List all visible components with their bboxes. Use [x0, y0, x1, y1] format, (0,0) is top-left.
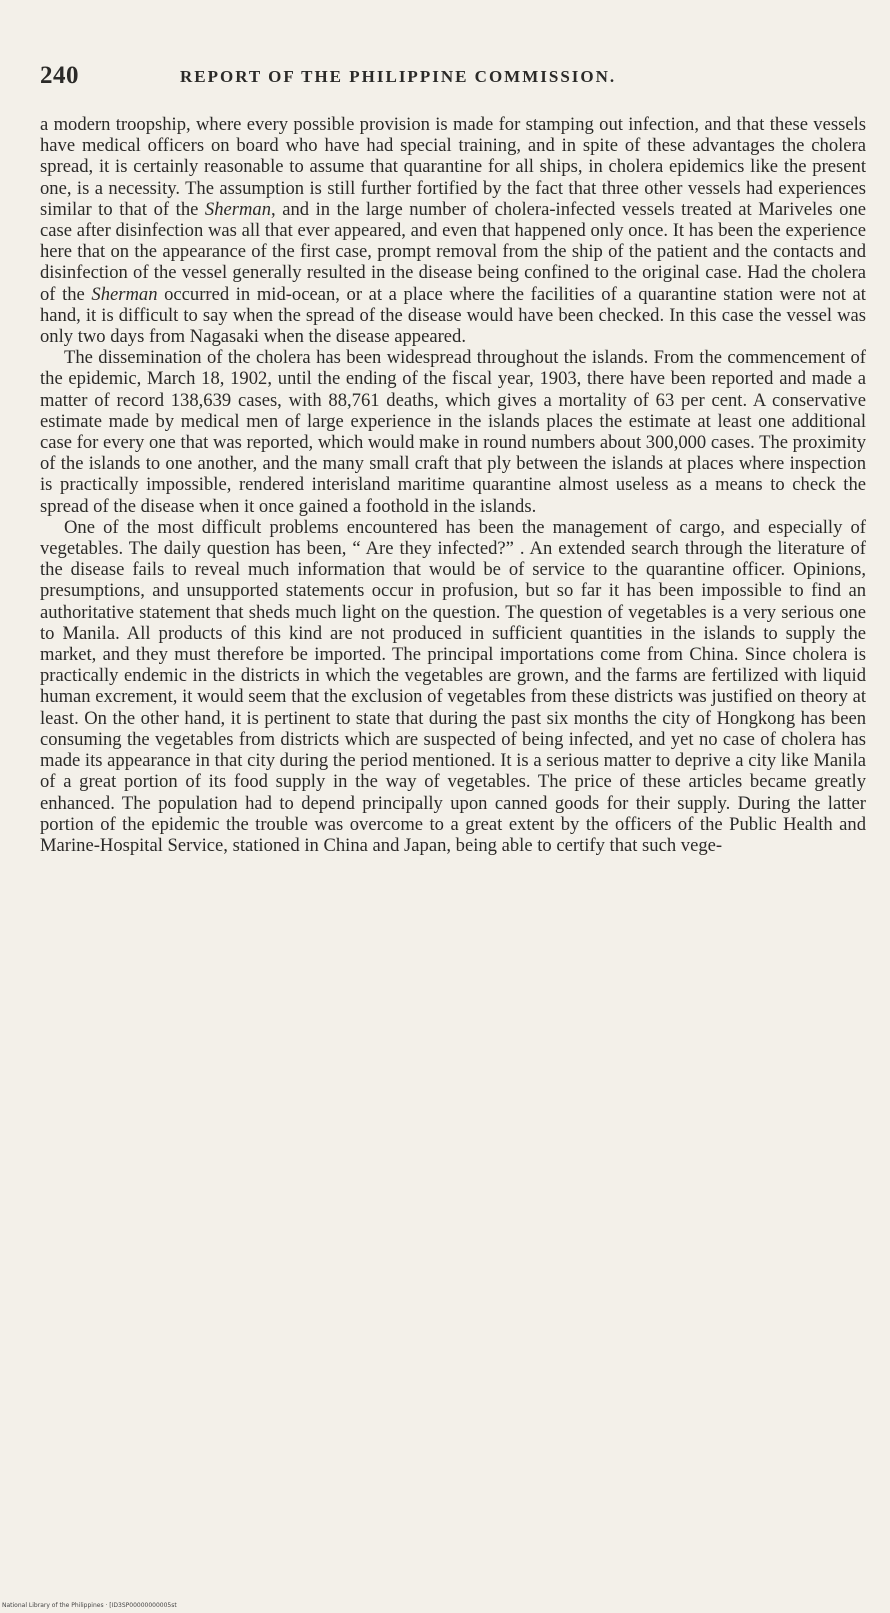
body-text — [40, 114, 866, 856]
paragraph-text: , and in the large number of cholera-infected vessels treated at Mariveles one case after disinfection was all that ever appeared, and even that happened only once. It has been the experience here that on the appearance of the first case, prompt removal from the ship of the patient and the contacts and disinfection of the vessel generally resulted in the disease being confined to the original case. Had the cholera of the — [40, 198, 866, 305]
footer-attribution: National Library of the Philippines · [ID3SP00000000005st — [2, 1602, 177, 1609]
italic-text: Sherman — [204, 198, 272, 220]
italic-text: Sherman — [91, 283, 158, 305]
paragraph-text: occurred in mid-ocean, or at a place where the facilities of a quarantine station were not at hand, it is difficult to say when the spread of the disease would have been checked. In this case the vessel was only two days from Nagasaki when the disease appeared. — [40, 283, 866, 348]
running-header — [40, 62, 870, 92]
paragraph — [40, 114, 866, 347]
paragraph-text: The dissemination of the cholera has been widespread throughout the islands. From the commencement of the epidemic, March 18, 1902, until the ending of the fiscal year, 1903, there have been reported and made a matter of record 138,639 cases, with 88,761 deaths, which gives a mortality of 63 per cent. A conservative estimate made by medical men of large experience in the islands places the estimate at least one additional case for every one that was reported, which would make in round numbers about 300,000 cases. The proximity of the islands to one another, and the many small craft that ply between the islands at places where inspection is practically impossible, rendered interisland maritime quarantine almost useless as a means to check the spread of the disease when it once gained a foothold in the islands. — [40, 347, 866, 517]
page-number: 240 — [40, 62, 79, 89]
paragraph — [40, 347, 866, 517]
running-title: REPORT OF THE PHILIPPINE COMMISSION. — [180, 67, 617, 86]
paragraph-text: One of the most difficult problems encountered has been the management of cargo, and especially of vegetables. The daily question has been, “ Are they infected?” . An extended search through the literature of the disease fails to reveal much information that would be of service to the quarantine officer. Opinions, presumptions, and unsupported statements occur in profusion, but so far it has been impossible to find an authoritative statement that sheds much light on the question. The question of vegetables is a very serious one to Manila. All products of this kind are not produced in sufficient quantities in the islands to supply the market, and they must therefore be imported. The principal importations come from China. Since cholera is practically endemic in the districts in which the vegetables are grown, and the farms are fertilized with liquid human excrement, it would seem that the exclusion of vegetables from these districts was justified on theory at least. On the other hand, it is pertinent to state that during the past six months the city of Hongkong has been consuming the vegetables from districts which are suspected of being infected, and yet no case of cholera has made its appearance in that city during the period mentioned. It is a serious matter to deprive a city like Manila of a great portion of its food supply in the way of vegetables. The price of these articles became greatly enhanced. The population had to depend principally upon canned goods for their supply. During the latter portion of the epidemic the trouble was overcome to a great extent by the officers of the Public Health and Marine-Hospital Service, stationed in China and Japan, being able to certify that such vege- — [40, 516, 866, 856]
paragraph-text: a modern troopship, where every possible provision is made for stamping out infection, and that these vessels have medical officers on board who have had special training, and in spite of these advantages the cholera spread, it is certainly reasonable to assume that quarantine for all ships, in cholera epidemics like the present one, is a necessity. The assumption is still further fortified by the fact that three other vessels had experiences similar to that of the — [40, 114, 866, 220]
paragraph — [40, 517, 866, 856]
